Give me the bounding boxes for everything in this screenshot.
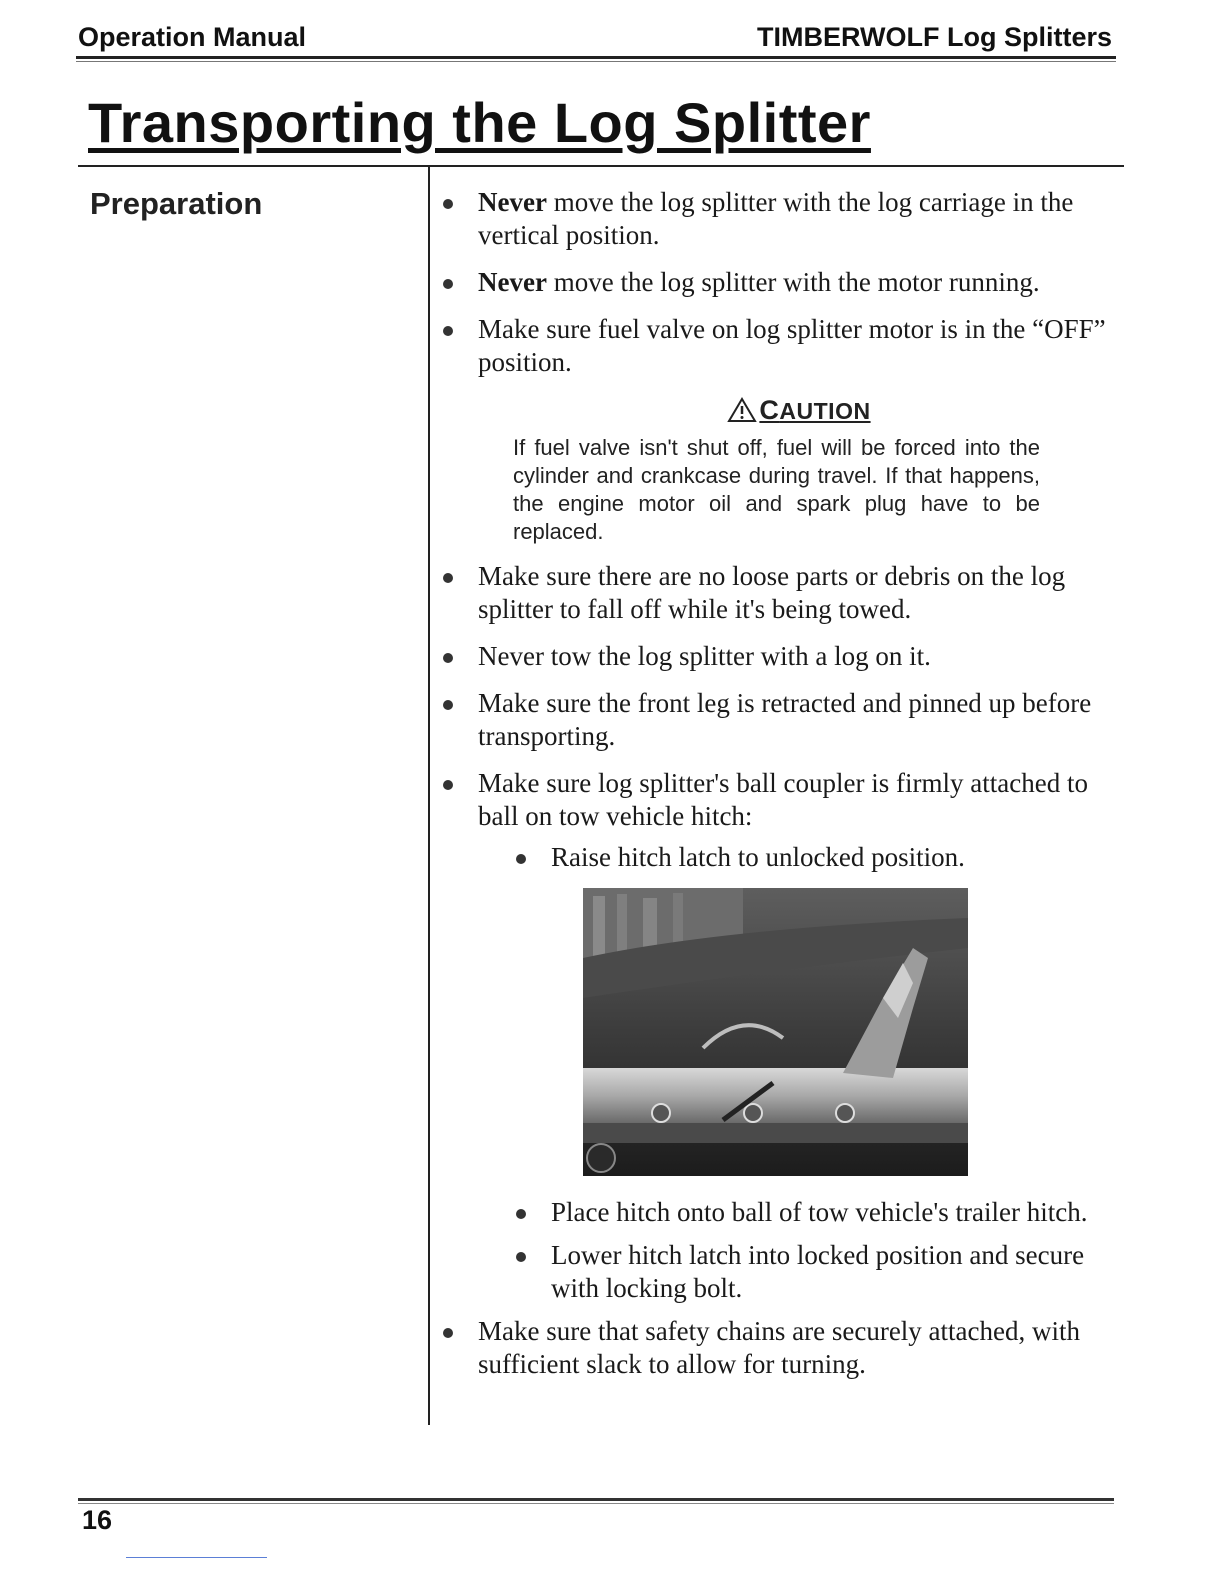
- title-rule: [78, 165, 1124, 167]
- hitch-coupler-photo: [583, 888, 968, 1176]
- sub-list-item: Lower hitch latch into locked position and secure with locking bolt.: [513, 1239, 1120, 1305]
- hitch-coupler-image: [583, 888, 968, 1176]
- scan-artifact-line: [126, 1557, 267, 1558]
- caution-text: If fuel valve isn't shut off, fuel will be forced into the cylinder and crankcase during travel. If that happens, the engine motor oil and spark plug have to be replaced.: [513, 435, 1040, 544]
- column-divider: [428, 167, 430, 1425]
- section-heading: Preparation: [90, 186, 263, 221]
- list-item: Make sure log splitter's ball coupler is firmly attached to ball on tow vehicle hitch:: [440, 767, 1120, 833]
- sub-list-item: Place hitch onto ball of tow vehicle's trailer hitch.: [513, 1196, 1120, 1229]
- emphasis-never: Never: [478, 187, 547, 217]
- caution-title-initial: C: [759, 395, 780, 425]
- page-number: 16: [82, 1505, 113, 1535]
- header-product-title: TIMBERWOLF Log Splitters: [757, 22, 1112, 52]
- emphasis-never: Never: [478, 267, 547, 297]
- list-item: [440, 266, 1120, 299]
- list-item-text: move the log splitter with the motor running.: [546, 267, 1040, 297]
- warning-triangle-icon: [727, 397, 757, 423]
- list-item: Make sure the front leg is retracted and pinned up before transporting.: [440, 687, 1120, 753]
- header-rule: [76, 56, 1116, 59]
- header-rule-thin: [76, 61, 1116, 62]
- page-title: Transporting the Log Splitter: [88, 91, 871, 154]
- list-item: Make sure there are no loose parts or debris on the log splitter to fall off while it's being towed.: [440, 560, 1120, 626]
- list-item-text: move the log splitter with the log carriage in the vertical position.: [478, 187, 1074, 250]
- instruction-list: [440, 186, 1120, 1395]
- list-item: [440, 186, 1120, 252]
- footer-rule-thin: [78, 1503, 1114, 1504]
- sub-list-item: Raise hitch latch to unlocked position.: [513, 841, 1120, 874]
- list-item: Make sure fuel valve on log splitter motor is in the “OFF” position.: [440, 313, 1120, 379]
- caution-heading: [440, 395, 1120, 426]
- footer-rule: [78, 1498, 1114, 1501]
- list-item: Never tow the log splitter with a log on it.: [440, 640, 1120, 673]
- header-manual-title: Operation Manual: [78, 22, 307, 52]
- caution-title-rest: AUTION: [779, 398, 871, 424]
- list-item: Make sure that safety chains are securely attached, with sufficient slack to allow for turning.: [440, 1315, 1120, 1381]
